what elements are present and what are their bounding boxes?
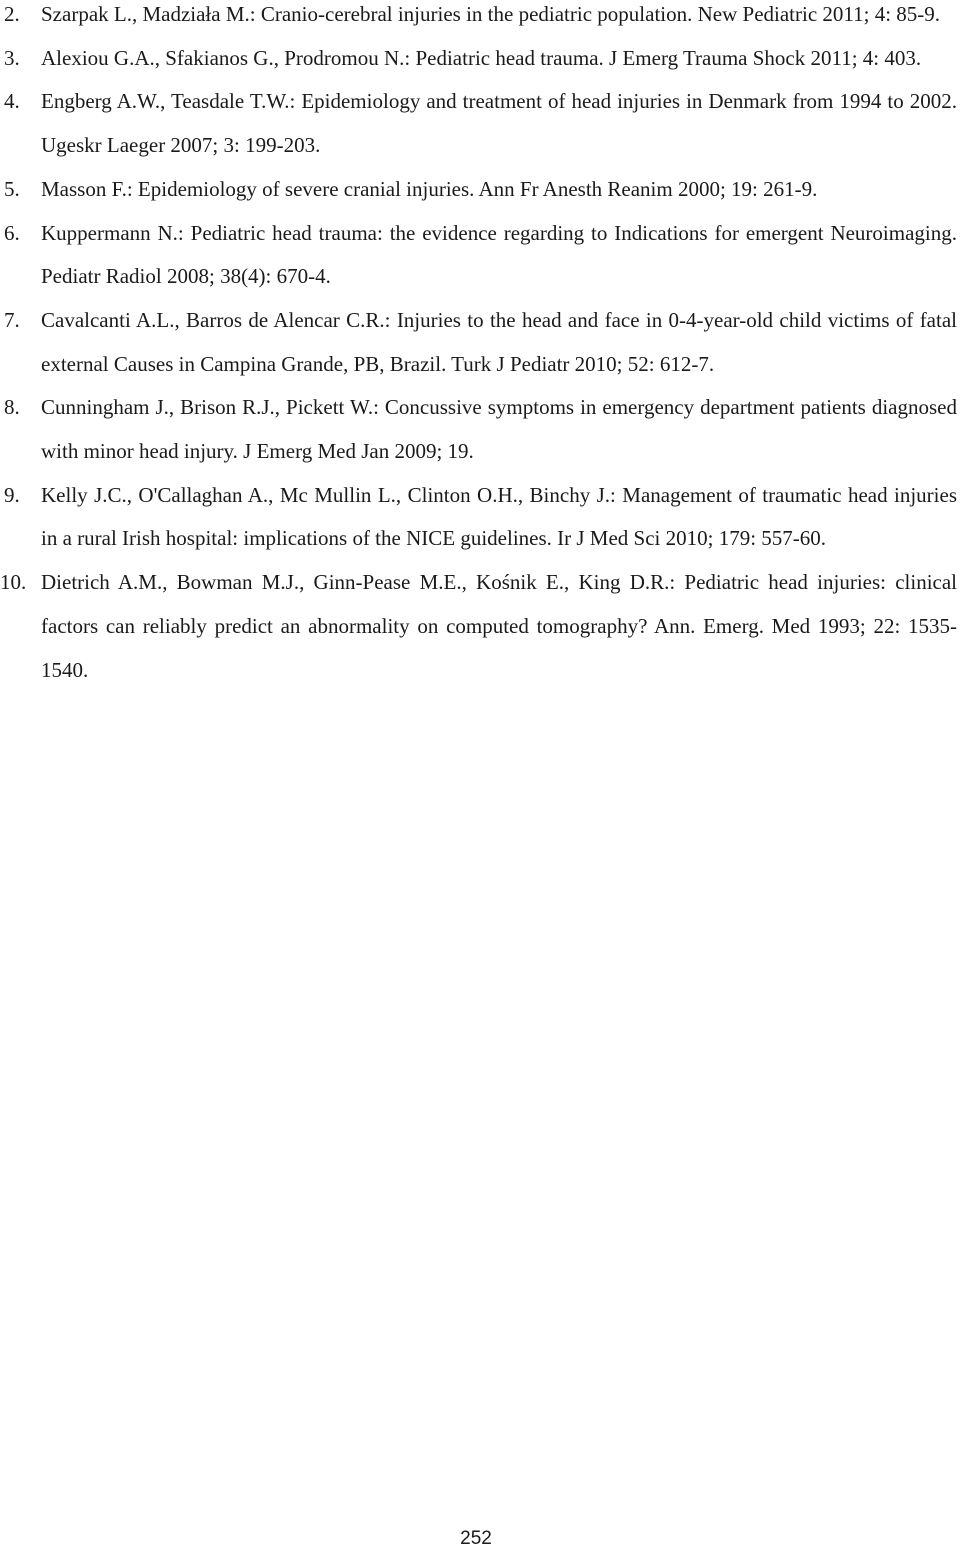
reference-number: 4. xyxy=(4,89,20,114)
reference-item xyxy=(0,37,957,81)
reference-item xyxy=(0,474,957,561)
reference-text: Cavalcanti A.L., Barros de Alencar C.R.: Injuries to the head and face in 0-4-year-old child victims of fatal external Causes in Campina Grande, PB, Brazil. Turk J Pediatr 2010; 52: 612-7. xyxy=(41,307,957,376)
reference-number: 2. xyxy=(4,2,20,26)
reference-list xyxy=(0,0,957,692)
reference-item xyxy=(0,386,957,473)
reference-item xyxy=(0,168,957,212)
reference-number: 7. xyxy=(4,307,20,332)
reference-text: Szarpak L., Madziała M.: Cranio-cerebral injuries in the pediatric population. New Pediatric 2011; 4: 85-9. xyxy=(41,2,941,26)
reference-number: 8. xyxy=(4,395,20,420)
reference-number: 10. xyxy=(0,570,27,595)
reference-text: Kuppermann N.: Pediatric head trauma: the evidence regarding to Indications for emergent Neuroimaging. Pediatr Radiol 2008; 38(4): 670-4. xyxy=(41,220,957,289)
reference-number: 6. xyxy=(4,220,20,245)
reference-text: Alexiou G.A., Sfakianos G., Prodromou N.: Pediatric head trauma. J Emerg Trauma Shock 2011; 4: 403. xyxy=(41,45,922,70)
reference-text: Kelly J.C., O'Callaghan A., Mc Mullin L., Clinton O.H., Binchy J.: Management of traumatic head injuries in a rural Irish hospital: implications of the NICE guidelines. Ir J Med Sci 2010; 179: 557-60. xyxy=(41,482,957,551)
page-number: 252 xyxy=(460,1528,492,1549)
reference-text: Engberg A.W., Teasdale T.W.: Epidemiology and treatment of head injuries in Denmark from 1994 to 2002. Ugeskr Laeger 2007; 3: 199-203. xyxy=(41,89,957,158)
reference-number: 3. xyxy=(4,45,20,70)
reference-item xyxy=(0,212,957,299)
reference-text: Dietrich A.M., Bowman M.J., Ginn-Pease M.E., Kośnik E., King D.R.: Pediatric head injuries: clinical factors can reliably predict an abnormality on computed tomography? Ann. Emerg. Med 1993; 22: 1535-1540. xyxy=(41,570,957,682)
reference-number: 5. xyxy=(4,176,20,201)
reference-number: 9. xyxy=(4,482,20,507)
reference-text: Masson F.: Epidemiology of severe cranial injuries. Ann Fr Anesth Reanim 2000; 19: 261-9. xyxy=(41,176,818,201)
reference-item xyxy=(0,0,957,37)
reference-item xyxy=(0,80,957,167)
reference-text: Cunningham J., Brison R.J., Pickett W.: Concussive symptoms in emergency department patients diagnosed with minor head injury. J Emerg Med Jan 2009; 19. xyxy=(41,395,957,464)
reference-item xyxy=(0,561,957,692)
reference-item xyxy=(0,299,957,386)
